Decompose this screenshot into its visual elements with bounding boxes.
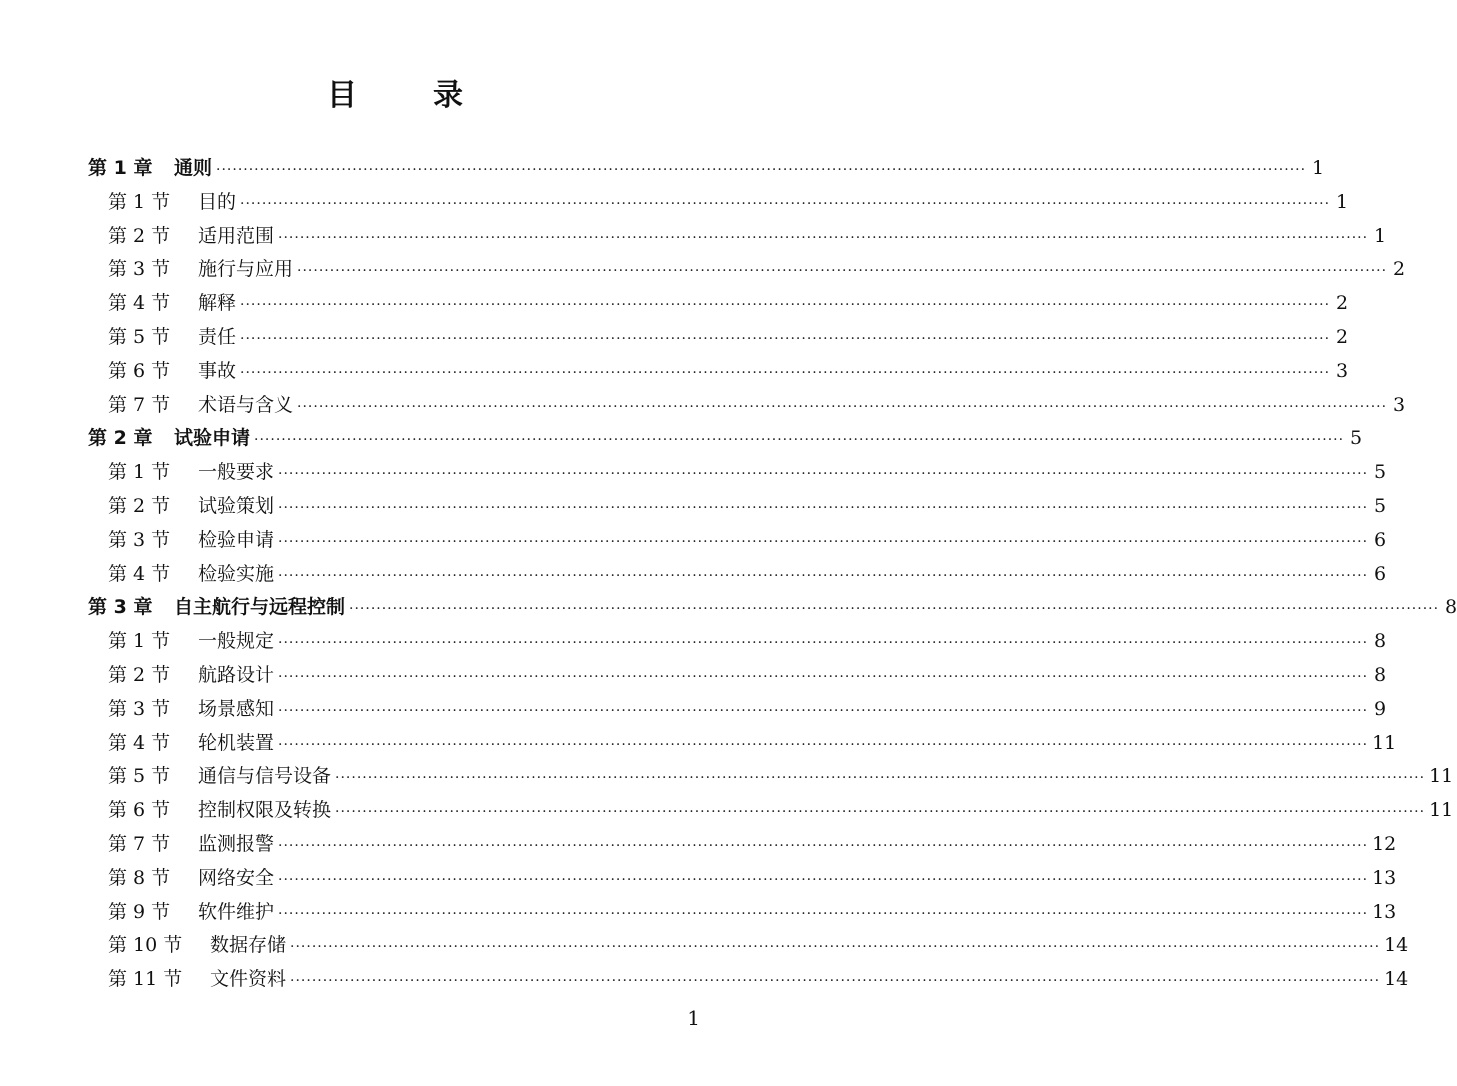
- toc-section-row[interactable]: [88, 558, 1387, 592]
- toc-chapter-row[interactable]: [88, 591, 1457, 625]
- dot-leader: ········································································································································································································: [290, 939, 1381, 956]
- toc-entry-label: [108, 828, 274, 862]
- dot-leader: ········································································································································································································: [278, 736, 1369, 753]
- toc-entry-title: 自主航行与远程控制: [174, 596, 346, 619]
- toc-entry-number: 第 1 章: [88, 157, 153, 179]
- toc-page-number: 1: [1311, 157, 1325, 179]
- toc-section-row[interactable]: [88, 389, 1406, 423]
- toc-entry-label: [108, 896, 274, 930]
- dot-leader: ········································································································································································································: [278, 635, 1369, 652]
- toc-page-number: 3: [1392, 393, 1406, 416]
- toc-section-row[interactable]: [88, 963, 1409, 997]
- toc-page-number: 1: [1335, 190, 1349, 213]
- toc-entry-label: [108, 524, 274, 558]
- toc-entry-label: [108, 456, 274, 490]
- toc-page-number: 8: [1373, 663, 1387, 686]
- toc-section-row[interactable]: [88, 625, 1387, 659]
- toc-section-row[interactable]: [88, 287, 1349, 321]
- toc-entry-number: 第 3 章: [88, 596, 153, 619]
- footer-page-number: 1: [687, 1006, 700, 1030]
- toc-entry-label: [108, 389, 293, 423]
- toc-section-row[interactable]: [88, 760, 1454, 794]
- dot-leader: ········································································································································································································: [297, 398, 1388, 415]
- toc-entry-number: 第 11 节: [108, 968, 183, 991]
- toc-section-row[interactable]: [88, 929, 1409, 963]
- toc-entry-number: 第 5 节: [108, 765, 171, 788]
- toc-entry-number: 第 2 章: [88, 427, 153, 450]
- toc-entry-number: 第 2 节: [108, 494, 171, 517]
- toc-entry-number: 第 1 节: [108, 630, 171, 653]
- toc-entry-number: 第 7 节: [108, 832, 171, 855]
- toc-entry-title: 轮机装置: [198, 731, 275, 754]
- toc-entry-title: 适用范围: [198, 224, 275, 247]
- toc-page-number: 14: [1384, 934, 1409, 957]
- toc-entry-label: [108, 659, 274, 693]
- toc-entry-label: [108, 186, 236, 220]
- toc-page-number: 5: [1349, 427, 1363, 450]
- toc-entry-title: 责任: [198, 325, 237, 348]
- dot-leader: ········································································································································································································: [278, 837, 1369, 854]
- dot-leader: ········································································································································································································: [297, 263, 1388, 280]
- toc-entry-title: 检验实施: [198, 562, 275, 585]
- toc-entry-title: 试验策划: [198, 494, 275, 517]
- toc-entry-number: 第 9 节: [108, 900, 171, 923]
- toc-page-number: 5: [1373, 494, 1387, 517]
- toc-entry-label: [108, 287, 236, 321]
- toc-section-row[interactable]: [88, 490, 1387, 524]
- toc-section-row[interactable]: [88, 524, 1387, 558]
- dot-leader: ········································································································································································································: [278, 499, 1369, 516]
- toc-entry-label: [108, 727, 274, 761]
- toc-entry-label: [88, 422, 250, 456]
- toc-entry-label: [108, 220, 274, 254]
- toc-section-row[interactable]: [88, 355, 1349, 389]
- dot-leader: ········································································································································································································: [278, 871, 1369, 888]
- toc-page-number: 9: [1373, 697, 1387, 720]
- toc-page-number: 3: [1335, 359, 1349, 382]
- toc-entry-label: [108, 760, 331, 794]
- toc-entry-title: 目的: [198, 190, 237, 213]
- toc-page-number: 2: [1335, 325, 1349, 348]
- toc-entry-label: [108, 625, 274, 659]
- toc-page-number: 14: [1384, 968, 1409, 991]
- toc-entry-label: [108, 929, 286, 963]
- toc-chapter-row[interactable]: [88, 152, 1325, 186]
- toc-entry-title: 场景感知: [198, 697, 275, 720]
- toc-section-row[interactable]: [88, 693, 1387, 727]
- dot-leader: ········································································································································································································: [240, 195, 1331, 212]
- toc-section-row[interactable]: [88, 727, 1397, 761]
- dot-leader: ········································································································································································································: [290, 973, 1381, 990]
- toc-page-number: 1: [1373, 224, 1387, 247]
- table-of-contents: [88, 152, 1457, 997]
- dot-leader: ········································································································································································································: [278, 702, 1369, 719]
- toc-entry-title: 试验申请: [174, 427, 251, 450]
- toc-page-number: 11: [1429, 799, 1454, 822]
- toc-entry-number: 第 5 节: [108, 325, 171, 348]
- toc-page-number: 8: [1373, 630, 1387, 653]
- page-title: [0, 70, 790, 114]
- toc-entry-title: 软件维护: [198, 900, 275, 923]
- dot-leader: ········································································································································································································: [240, 364, 1331, 381]
- toc-entry-label: [108, 321, 236, 355]
- toc-page-number: 12: [1372, 832, 1397, 855]
- toc-entry-number: 第 4 节: [108, 562, 171, 585]
- toc-entry-number: 第 3 节: [108, 697, 171, 720]
- toc-entry-title: 文件资料: [210, 968, 287, 991]
- toc-entry-title: 通则: [174, 157, 213, 179]
- toc-entry-title: 解释: [198, 292, 237, 315]
- dot-leader: ········································································································································································································: [278, 533, 1369, 550]
- toc-entry-number: 第 10 节: [108, 934, 183, 957]
- toc-page-number: 11: [1372, 731, 1397, 754]
- toc-entry-title: 检验申请: [198, 528, 275, 551]
- toc-entry-title: 监测报警: [198, 832, 275, 855]
- toc-entry-number: 第 1 节: [108, 190, 171, 213]
- toc-entry-title: 一般规定: [198, 630, 275, 653]
- dot-leader: ········································································································································································································: [349, 601, 1440, 618]
- toc-entry-number: 第 3 节: [108, 528, 171, 551]
- toc-entry-title: 施行与应用: [198, 258, 294, 281]
- toc-entry-number: 第 6 节: [108, 359, 171, 382]
- toc-section-row[interactable]: [88, 896, 1397, 930]
- toc-section-row[interactable]: [88, 659, 1387, 693]
- toc-page-number: 2: [1392, 258, 1406, 281]
- toc-entry-title: 数据存储: [210, 934, 287, 957]
- toc-page-number: 13: [1372, 900, 1397, 923]
- dot-leader: ········································································································································································································: [335, 770, 1426, 787]
- toc-entry-number: 第 4 节: [108, 731, 171, 754]
- toc-entry-label: [108, 558, 274, 592]
- toc-page-number: 13: [1372, 866, 1397, 889]
- dot-leader: ········································································································································································································: [278, 229, 1369, 246]
- toc-section-row[interactable]: [88, 862, 1397, 896]
- toc-entry-label: [88, 152, 212, 186]
- toc-section-row[interactable]: [88, 220, 1387, 254]
- toc-section-row[interactable]: [88, 456, 1387, 490]
- dot-leader: ········································································································································································································: [240, 330, 1331, 347]
- toc-section-row[interactable]: [88, 794, 1454, 828]
- toc-entry-title: 网络安全: [198, 866, 275, 889]
- toc-entry-number: 第 7 节: [108, 393, 171, 416]
- toc-entry-label: [108, 794, 331, 828]
- toc-entry-title: 航路设计: [198, 663, 275, 686]
- toc-page-number: 11: [1429, 765, 1454, 788]
- toc-entry-title: 控制权限及转换: [198, 799, 332, 822]
- toc-entry-number: 第 3 节: [108, 258, 171, 281]
- dot-leader: ········································································································································································································: [278, 567, 1369, 584]
- toc-entry-title: 事故: [198, 359, 237, 382]
- toc-entry-label: [108, 963, 286, 997]
- toc-entry-label: [108, 490, 274, 524]
- dot-leader: ········································································································································································································: [335, 804, 1426, 821]
- toc-section-row[interactable]: [88, 828, 1397, 862]
- toc-entry-label: [88, 591, 345, 625]
- toc-entry-title: 通信与信号设备: [198, 765, 332, 788]
- toc-chapter-row[interactable]: [88, 422, 1363, 456]
- toc-entry-number: 第 1 节: [108, 461, 171, 484]
- toc-entry-number: 第 2 节: [108, 224, 171, 247]
- toc-page-number: 8: [1444, 596, 1457, 619]
- toc-entry-number: 第 6 节: [108, 799, 171, 822]
- dot-leader: ········································································································································································································: [278, 466, 1369, 483]
- dot-leader: ········································································································································································································: [278, 668, 1369, 685]
- title-char-1: 目: [327, 78, 357, 113]
- toc-entry-label: [108, 693, 274, 727]
- toc-page-number: 6: [1373, 528, 1387, 551]
- toc-section-row[interactable]: [88, 186, 1349, 220]
- toc-entry-title: 术语与含义: [198, 393, 294, 416]
- dot-leader: ········································································································································································································: [216, 162, 1307, 178]
- toc-entry-number: 第 4 节: [108, 292, 171, 315]
- toc-page-number: 5: [1373, 461, 1387, 484]
- toc-section-row[interactable]: [88, 253, 1406, 287]
- toc-page-number: 2: [1335, 292, 1349, 315]
- toc-entry-number: 第 2 节: [108, 663, 171, 686]
- title-char-2: 录: [433, 78, 463, 113]
- toc-entry-label: [108, 253, 293, 287]
- toc-entry-number: 第 8 节: [108, 866, 171, 889]
- toc-entry-label: [108, 862, 274, 896]
- dot-leader: ········································································································································································································: [254, 432, 1345, 449]
- toc-entry-title: 一般要求: [198, 461, 275, 484]
- toc-section-row[interactable]: [88, 321, 1349, 355]
- dot-leader: ········································································································································································································: [240, 297, 1331, 314]
- toc-entry-label: [108, 355, 236, 389]
- toc-page-number: 6: [1373, 562, 1387, 585]
- dot-leader: ········································································································································································································: [278, 905, 1369, 922]
